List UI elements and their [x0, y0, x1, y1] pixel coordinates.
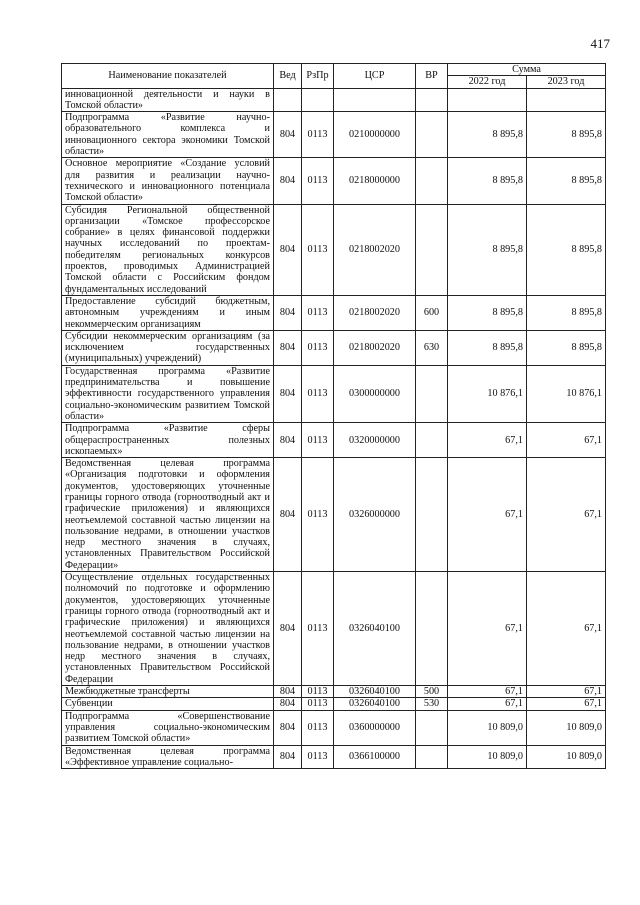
row-rzpr-cell: 0113	[302, 458, 334, 572]
header-rzpr: РзПр	[302, 64, 334, 89]
row-vr-cell	[416, 572, 448, 686]
row-2023-cell: 67,1	[527, 572, 606, 686]
row-csr-cell: 0366100000	[334, 745, 416, 769]
row-vr-cell	[416, 423, 448, 458]
header-csr: ЦСР	[334, 64, 416, 89]
row-name-cell: Государственная программа «Развитие предпринимательства и повышение эффективности государственного управления социально-экономическим развитием Томской области»	[62, 365, 274, 422]
header-ved: Вед	[274, 64, 302, 89]
row-2023-cell: 67,1	[527, 698, 606, 710]
row-csr-cell: 0210000000	[334, 112, 416, 158]
row-rzpr-cell: 0113	[302, 423, 334, 458]
row-ved-cell: 804	[274, 112, 302, 158]
row-2022-cell: 8 895,8	[448, 204, 527, 295]
table-row	[62, 330, 606, 365]
row-ved-cell: 804	[274, 204, 302, 295]
row-vr-cell: 530	[416, 698, 448, 710]
row-ved-cell: 804	[274, 330, 302, 365]
row-2022-cell: 10 809,0	[448, 745, 527, 769]
row-2022-cell: 67,1	[448, 686, 527, 698]
table-row	[62, 88, 606, 112]
row-csr-cell: 0320000000	[334, 423, 416, 458]
row-csr-cell: 0300000000	[334, 365, 416, 422]
row-csr-cell: 0218000000	[334, 158, 416, 204]
row-csr-cell: 0326040100	[334, 698, 416, 710]
table-row	[62, 572, 606, 686]
row-2022-cell: 8 895,8	[448, 330, 527, 365]
row-csr-cell: 0218002020	[334, 295, 416, 330]
row-name-cell: Ведомственная целевая программа «Эффективное управление социально-	[62, 745, 274, 769]
row-csr-cell: 0360000000	[334, 710, 416, 745]
row-rzpr-cell: 0113	[302, 686, 334, 698]
row-vr-cell	[416, 365, 448, 422]
row-2023-cell: 10 809,0	[527, 745, 606, 769]
row-name-cell: Подпрограмма «Развитие сферы общераспространенных полезных ископаемых»	[62, 423, 274, 458]
row-2023-cell: 10 809,0	[527, 710, 606, 745]
row-rzpr-cell: 0113	[302, 204, 334, 295]
row-vr-cell	[416, 710, 448, 745]
row-2022-cell: 10 809,0	[448, 710, 527, 745]
table-row	[62, 686, 606, 698]
row-2023-cell: 8 895,8	[527, 112, 606, 158]
row-name-cell: Основное мероприятие «Создание условий для развития и реализации научно-технического и инновационного потенциала Томской области»	[62, 158, 274, 204]
table-row	[62, 112, 606, 158]
row-vr-cell	[416, 204, 448, 295]
header-2022: 2022 год	[448, 76, 527, 88]
row-2023-cell: 67,1	[527, 458, 606, 572]
row-name-cell: Субсидия Региональной общественной организации «Томское профессорское собрание» в целях финансовой поддержки научных исследований по проектам-победителям региональных конкурсов проектов, проводимых Администрацией Томской области с Российским фондом фундаментальных исследований	[62, 204, 274, 295]
budget-table	[61, 63, 606, 769]
row-2023-cell: 8 895,8	[527, 330, 606, 365]
table-row	[62, 423, 606, 458]
row-2022-cell: 67,1	[448, 572, 527, 686]
row-name-cell: Субвенции	[62, 698, 274, 710]
row-csr-cell: 0326040100	[334, 572, 416, 686]
row-2023-cell: 8 895,8	[527, 204, 606, 295]
row-vr-cell	[416, 745, 448, 769]
row-ved-cell	[274, 88, 302, 112]
page-number: 417	[590, 36, 610, 51]
row-2023-cell: 67,1	[527, 686, 606, 698]
row-2022-cell: 8 895,8	[448, 158, 527, 204]
row-rzpr-cell: 0113	[302, 365, 334, 422]
table-row	[62, 458, 606, 572]
row-rzpr-cell: 0113	[302, 745, 334, 769]
row-ved-cell: 804	[274, 423, 302, 458]
row-vr-cell: 500	[416, 686, 448, 698]
header-sum: Сумма	[448, 64, 606, 76]
row-csr-cell	[334, 88, 416, 112]
row-ved-cell: 804	[274, 710, 302, 745]
row-2022-cell	[448, 88, 527, 112]
header-name: Наименование показателей	[62, 64, 274, 89]
table-row	[62, 745, 606, 769]
row-ved-cell: 804	[274, 458, 302, 572]
row-2023-cell: 8 895,8	[527, 295, 606, 330]
row-csr-cell: 0326000000	[334, 458, 416, 572]
row-2022-cell: 67,1	[448, 698, 527, 710]
row-ved-cell: 804	[274, 295, 302, 330]
row-ved-cell: 804	[274, 698, 302, 710]
table-row	[62, 710, 606, 745]
row-2022-cell: 10 876,1	[448, 365, 527, 422]
row-name-cell: Подпрограмма «Совершенствование управления социально-экономическим развитием Томской области»	[62, 710, 274, 745]
header-vr: ВР	[416, 64, 448, 89]
row-ved-cell: 804	[274, 572, 302, 686]
header-2023: 2023 год	[527, 76, 606, 88]
row-ved-cell: 804	[274, 745, 302, 769]
row-2022-cell: 67,1	[448, 423, 527, 458]
row-rzpr-cell	[302, 88, 334, 112]
table-row	[62, 365, 606, 422]
row-2022-cell: 8 895,8	[448, 295, 527, 330]
row-vr-cell: 600	[416, 295, 448, 330]
table-row	[62, 158, 606, 204]
row-csr-cell: 0326040100	[334, 686, 416, 698]
row-name-cell: Субсидии некоммерческим организациям (за исключением государственных (муниципальных) учреждений)	[62, 330, 274, 365]
row-ved-cell: 804	[274, 365, 302, 422]
row-rzpr-cell: 0113	[302, 698, 334, 710]
row-rzpr-cell: 0113	[302, 330, 334, 365]
row-2023-cell: 67,1	[527, 423, 606, 458]
row-csr-cell: 0218002020	[334, 204, 416, 295]
table-header	[62, 64, 606, 89]
row-vr-cell: 630	[416, 330, 448, 365]
row-2023-cell: 10 876,1	[527, 365, 606, 422]
row-2023-cell	[527, 88, 606, 112]
row-ved-cell: 804	[274, 158, 302, 204]
row-rzpr-cell: 0113	[302, 112, 334, 158]
row-2022-cell: 67,1	[448, 458, 527, 572]
table-row	[62, 698, 606, 710]
row-2023-cell: 8 895,8	[527, 158, 606, 204]
row-name-cell: Подпрограмма «Развитие научно-образовательного комплекса и инновационного сектора экономики Томской области»	[62, 112, 274, 158]
row-ved-cell: 804	[274, 686, 302, 698]
row-csr-cell: 0218002020	[334, 330, 416, 365]
row-vr-cell	[416, 112, 448, 158]
row-name-cell: Предоставление субсидий бюджетным, автономным учреждениям и иным некоммерческим организациям	[62, 295, 274, 330]
row-rzpr-cell: 0113	[302, 295, 334, 330]
row-vr-cell	[416, 458, 448, 572]
row-vr-cell	[416, 88, 448, 112]
row-vr-cell	[416, 158, 448, 204]
row-name-cell: Осуществление отдельных государственных полномочий по подготовке и оформлению документов, удостоверяющих уточненные границы горного отвода (горноотводный акт и графические приложения) и являющихся неотъемлемой составной частью лицензии на пользование недрами, в отношении участков недр местного значения в случаях, установленных Правительством Российской Федерации	[62, 572, 274, 686]
row-name-cell: инновационной деятельности и науки в Томской области»	[62, 88, 274, 112]
row-name-cell: Ведомственная целевая программа «Организация подготовки и оформления документов, удостоверяющих уточненные границы горного отвода (горноотводный акт и графические приложения) и являющихся неотъемлемой составной частью лицензии на пользование недрами, в отношении участков недр местного значения в случаях, установленных Правительством Российской Федерации»	[62, 458, 274, 572]
table-row	[62, 295, 606, 330]
row-rzpr-cell: 0113	[302, 158, 334, 204]
table-body	[62, 88, 606, 769]
row-rzpr-cell: 0113	[302, 710, 334, 745]
row-name-cell: Межбюджетные трансферты	[62, 686, 274, 698]
row-rzpr-cell: 0113	[302, 572, 334, 686]
row-2022-cell: 8 895,8	[448, 112, 527, 158]
table-row	[62, 204, 606, 295]
